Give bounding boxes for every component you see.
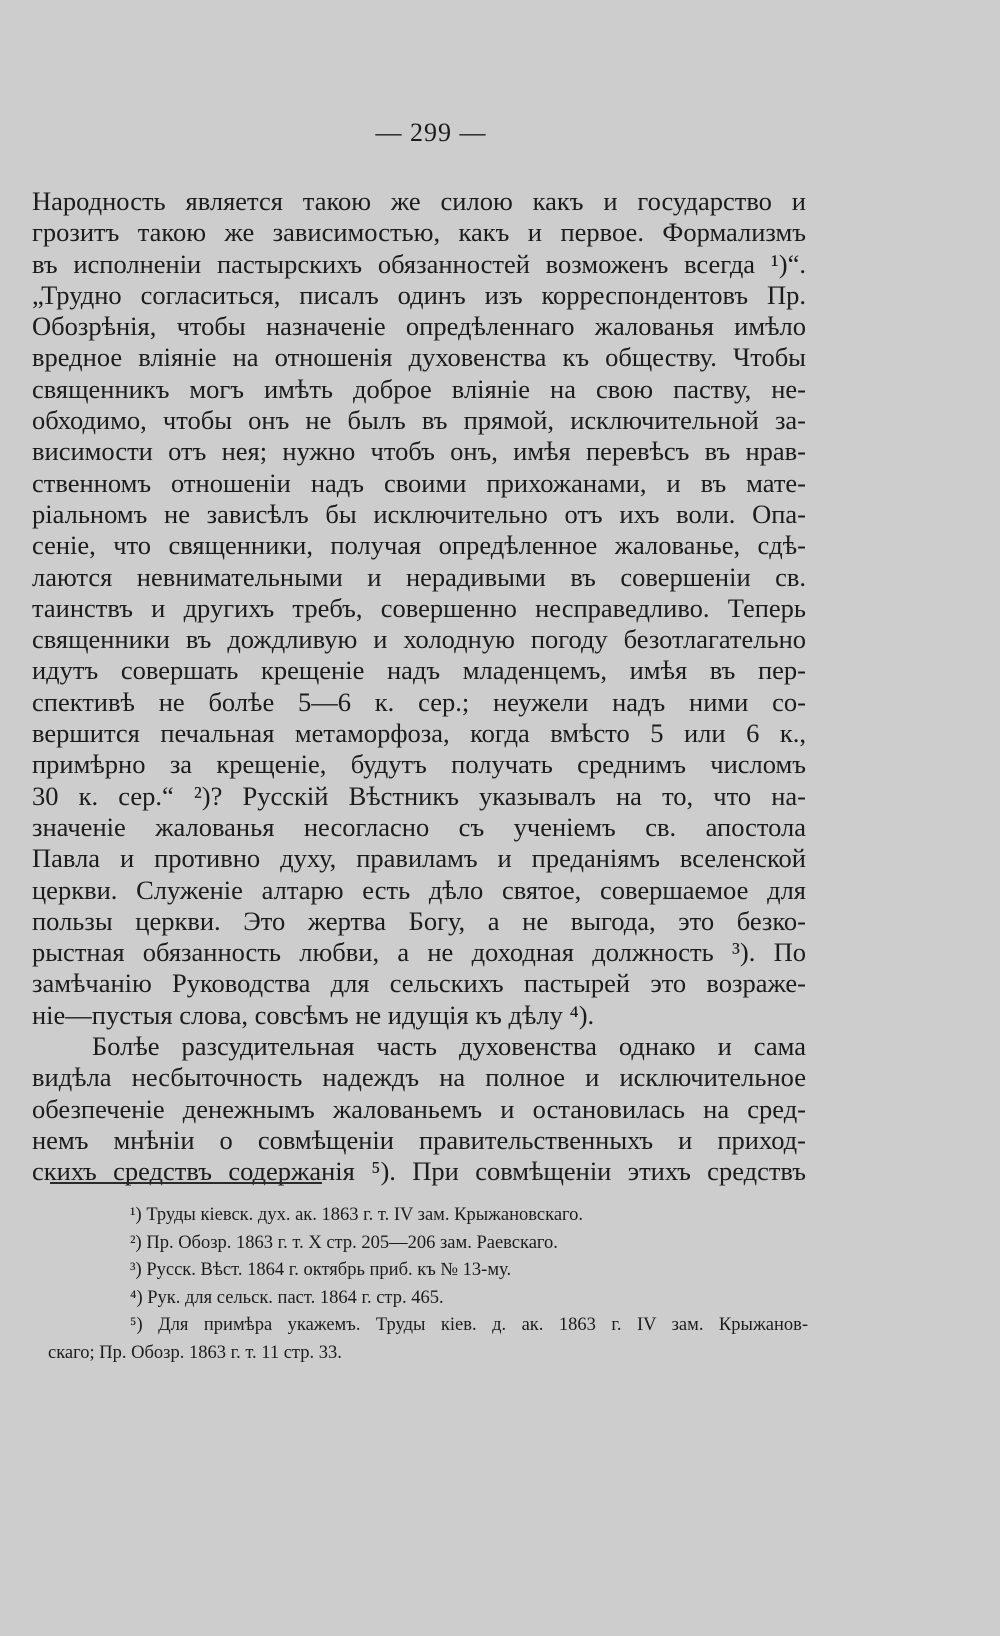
text-line: священники въ дождливую и холодную погоду безотлагательно: [32, 624, 806, 655]
footnote-5: ⁵) Для примѣра укажемъ. Труды кіев. д. ак. 1863 г. IV зам. Крыжанов-: [130, 1315, 808, 1335]
text-line: 30 к. сер.“ ²)? Русскій Вѣстникъ указывалъ на то, что на-: [32, 780, 806, 811]
text-line: „Трудно согласиться, писалъ одинъ изъ корреспондентовъ Пр.: [32, 279, 806, 310]
footnote-5-continued: скаго; Пр. Обозр. 1863 г. т. 11 стр. 33.: [48, 1342, 342, 1363]
text-line: вредное вліяніе на отношенія духовенства къ обществу. Чтобы: [32, 342, 806, 373]
text-line: таинствъ и другихъ требъ, совершенно несправедливо. Теперь: [32, 592, 806, 623]
text-line: идутъ совершать крещеніе надъ младенцемъ, имѣя въ пер-: [32, 655, 806, 686]
text-line: Павла и противно духу, правиламъ и преданіямъ вселенской: [32, 843, 806, 874]
text-line: ственномъ отношеніи надъ своими прихожанами, и въ мате-: [32, 467, 806, 498]
text-line: Народность является такою же силою какъ и государство и: [32, 186, 806, 216]
text-line: ніе—пустыя слова, совсѣмъ не идущія къ дѣлу ⁴).: [32, 999, 595, 1030]
text-line: скихъ средствъ содержанія ⁵). При совмѣщеніи этихъ средствъ: [32, 1156, 806, 1187]
text-line: рыстная обязанность любви, а не доходная должность ³). По: [32, 937, 806, 968]
text-line: замѣчанію Руководства для сельскихъ пастырей это возраже-: [32, 968, 806, 999]
text-line: священникъ могъ имѣть доброе вліяніе на свою паству, не-: [32, 373, 806, 404]
text-line: висимости отъ нея; нужно чтобъ онъ, имѣя перевѣсъ въ нрав-: [32, 436, 806, 467]
text-line: ріальномъ не зависѣлъ бы исключительно отъ ихъ воли. Опа-: [32, 498, 806, 529]
text-line: примѣрно за крещеніе, будутъ получать среднимъ числомъ: [32, 749, 806, 780]
text-line: немъ мнѣніи о совмѣщеніи правительственныхъ и приход-: [32, 1124, 806, 1155]
footnotes: [48, 1202, 808, 1367]
text-line: въ исполненіи пастырскихъ обязанностей возможенъ всегда ¹)“.: [32, 248, 806, 279]
footnote-divider: [50, 1182, 322, 1184]
footnote-4: ⁴) Рук. для сельск. паст. 1864 г. стр. 465.: [130, 1287, 444, 1308]
text-line: видѣла несбыточность надеждъ на полное и исключительное: [32, 1062, 806, 1093]
text-line: значеніе жалованья несогласно съ ученіемъ св. апостола: [32, 811, 806, 842]
text-line: Обозрѣнія, чтобы назначеніе опредѣленнаго жалованья имѣло: [32, 311, 806, 342]
paragraph-start-line: Болѣе разсудительная часть духовенства однако и сама: [92, 1031, 806, 1062]
text-line: обезпеченіе денежнымъ жалованьемъ и остановилась на сред-: [32, 1093, 806, 1124]
text-line: спективѣ не болѣе 5—6 к. сер.; неужели надъ ними со-: [32, 686, 806, 717]
text-line: лаются невнимательными и нерадивыми въ совершеніи св.: [32, 561, 806, 592]
page-number: — 299 —: [375, 118, 487, 147]
footnote-3: ³) Русск. Вѣст. 1864 г. октябрь приб. къ № 13-му.: [130, 1260, 512, 1280]
text-line: церкви. Служеніе алтарю есть дѣло святое, совершаемое для: [32, 874, 806, 905]
footnote-2: ²) Пр. Обозр. 1863 г. т. X стр. 205—206 зам. Раевскаго.: [130, 1232, 558, 1253]
text-line: грозитъ такою же зависимостью, какъ и первое. Формализмъ: [32, 217, 806, 248]
main-text: [32, 186, 806, 1188]
footnote-1: ¹) Труды кіевск. дух. ак. 1863 г. т. IV зам. Крыжановскаго.: [130, 1205, 584, 1225]
text-line: вершится печальная метаморфоза, когда вмѣсто 5 или 6 к.,: [32, 718, 806, 749]
text-line: обходимо, чтобы онъ не былъ въ прямой, исключительной за-: [32, 405, 806, 436]
text-line: сеніе, что священники, получая опредѣленное жалованье, сдѣ-: [32, 530, 806, 561]
text-line: пользы церкви. Это жертва Богу, а не выгода, это безко-: [32, 905, 806, 936]
